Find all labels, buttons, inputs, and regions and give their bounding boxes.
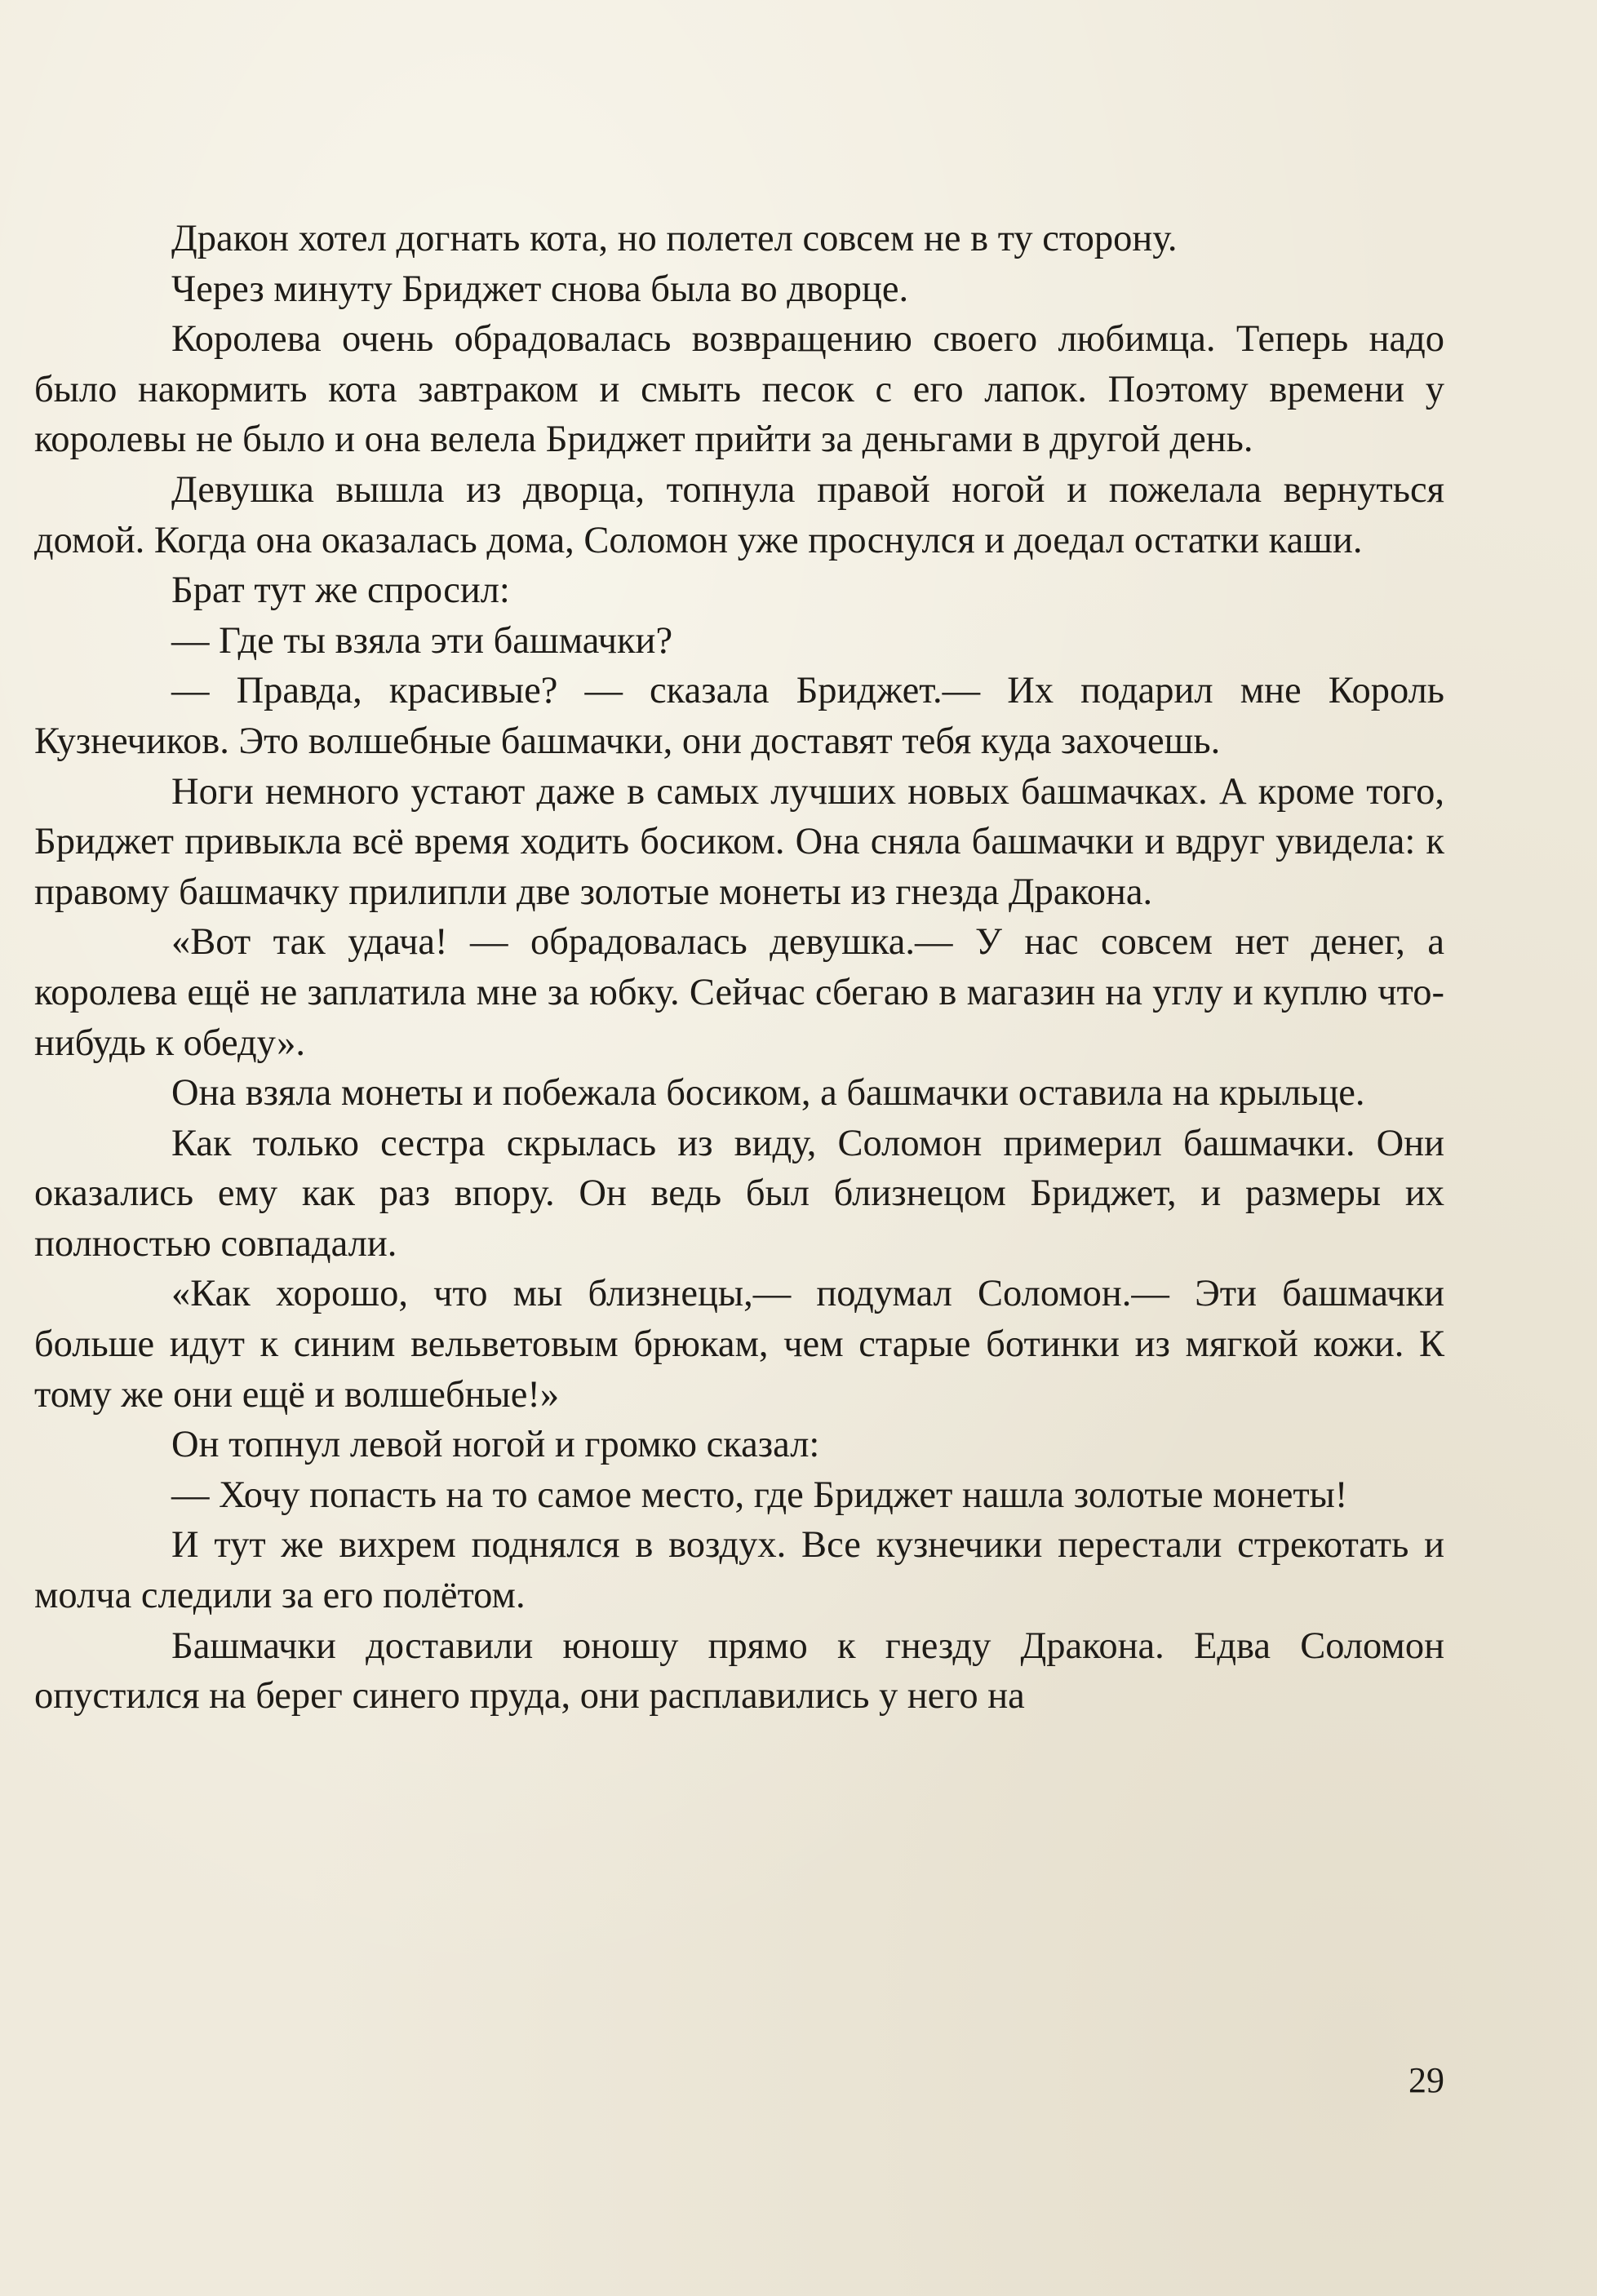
paragraph: Башмачки доставили юношу прямо к гнезду Дракона. Едва Соломон опустился на берег синего пруда, они расплавились у него на [34,1624,1444,1718]
paragraph: «Как хорошо, что мы близнецы,— подумал Соломон.— Эти башмачки больше идут к синим вельветовым брюкам, чем старые ботинки из мягкой кожи. К тому же они ещё и волшебные!» [34,1273,1444,1416]
paragraph: Через минуту Бриджет снова была во дворце. [171,268,909,310]
paragraph: Королева очень обрадовалась возвращению своего любимца. Теперь надо было накормить кота завтраком и смыть песок с его лапок. Поэтому времени у королевы не было и она велела Бриджет прийти за деньгами в другой день. [34,318,1444,461]
paragraph: «Вот так удача! — обрадовалась девушка.— У нас совсем нет денег, а королева ещё не заплатила мне за юбку. Сейчас сбегаю в магазин на углу и куплю что-нибудь к обеду». [34,921,1444,1064]
paragraph: И тут же вихрем поднялся в воздух. Все кузнечики перестали стрекотать и молча следили за его полётом. [34,1524,1444,1617]
paragraph: Дракон хотел догнать кота, но полетел совсем не в ту сторону. [171,218,1178,259]
paragraph: Ноги немного устают даже в самых лучших новых башмачках. А кроме того, Бриджет привыкла всё время ходить босиком. Она сняла башмачки и вдруг увидела: к правому башмачку прилипли две золотые монеты из гнезда Дракона. [34,770,1444,913]
page-number: 29 [1408,2060,1444,2100]
paragraph: Брат тут же спросил: [171,570,510,612]
paragraph: — Правда, красивые? — сказала Бриджет.— Их подарил мне Король Кузнечиков. Это волшебные башмачки, они доставят тебя куда захочешь. [34,670,1444,762]
paragraph: Как только сестра скрылась из виду, Соломон примерил башмачки. Они оказались ему как раз впору. Он ведь был близнецом Бриджет, и размеры их полностью совпадали. [34,1122,1444,1265]
paragraph: Она взяла монеты и побежала босиком, а башмачки оставила на крыльце. [171,1072,1365,1115]
paragraph: — Хочу попасть на то самое место, где Бриджет нашла золотые монеты! [171,1474,1348,1516]
paragraph: Он топнул левой ногой и громко сказал: [171,1424,820,1466]
body-text [34,214,1444,1722]
paragraph: Девушка вышла из дворца, топнула правой ногой и пожелала вернуться домой. Когда она оказалась дома, Соломон уже проснулся и доедал остатки каши. [34,468,1444,561]
paragraph: — Где ты взяла эти башмачки? [171,619,673,662]
